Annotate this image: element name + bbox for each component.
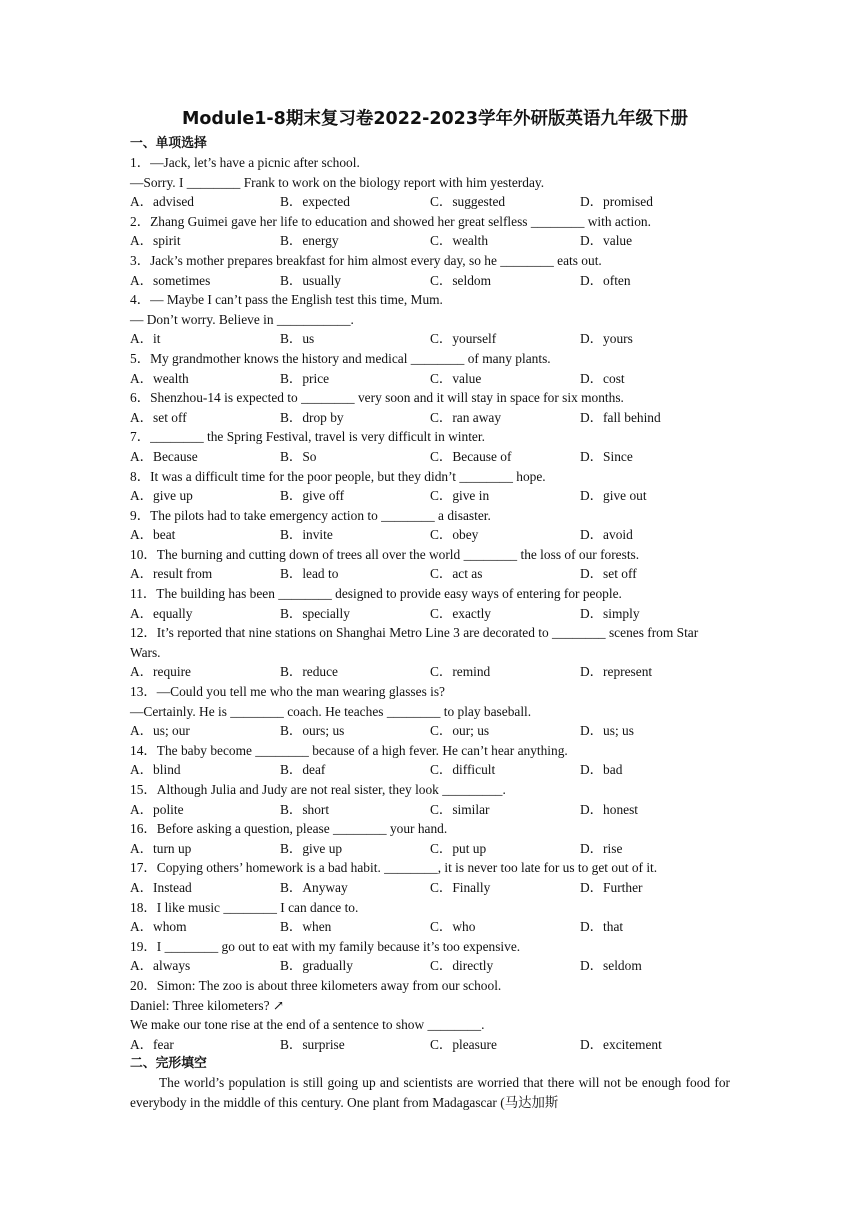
answer-option: C．our; us bbox=[430, 723, 490, 739]
question-item bbox=[130, 937, 730, 976]
answer-option: D．seldom bbox=[580, 958, 642, 974]
question-text: We make our tone rise at the end of a sentence to show ________. bbox=[130, 1017, 485, 1033]
answer-option: A．polite bbox=[130, 801, 184, 817]
answer-option: B．expected bbox=[280, 194, 350, 210]
question-item bbox=[130, 153, 730, 212]
answer-option: A．fear bbox=[130, 1036, 174, 1052]
answer-option: D．bad bbox=[580, 762, 623, 778]
question-text: —Certainly. He is ________ coach. He teaches ________ to play baseball. bbox=[130, 703, 532, 719]
question-text: 10．The burning and cutting down of trees all over the world ________ the loss of our forests. bbox=[130, 546, 640, 562]
question-text: 17．Copying others’ homework is a bad habit. ________, it is never too late for us to get out of it. bbox=[130, 860, 658, 876]
answer-options bbox=[130, 917, 730, 937]
answer-options bbox=[130, 564, 730, 584]
answer-option: B．drop by bbox=[280, 409, 344, 425]
answer-option: B．price bbox=[280, 370, 330, 386]
section-heading-multiple-choice: 一、单项选择 bbox=[130, 136, 207, 151]
answer-option: C．give in bbox=[430, 488, 490, 504]
question-text: 20．Simon: The zoo is about three kilometers away from our school. bbox=[130, 977, 502, 993]
question-text: — Don’t worry. Believe in ___________. bbox=[130, 311, 354, 327]
question-item bbox=[130, 858, 730, 897]
answer-option: D．promised bbox=[580, 194, 653, 210]
question-text: 15．Although Julia and Judy are not real sister, they look _________. bbox=[130, 782, 506, 797]
answer-option: A．result from bbox=[130, 566, 213, 582]
question-item bbox=[130, 819, 730, 858]
question-list bbox=[130, 153, 730, 1054]
answer-options bbox=[130, 956, 730, 976]
answer-option: D．Further bbox=[580, 879, 643, 895]
question-item bbox=[130, 290, 730, 349]
answer-options bbox=[130, 878, 730, 898]
question-text: 7．________ the Spring Festival, travel is very difficult in winter. bbox=[130, 429, 485, 445]
question-item bbox=[130, 388, 730, 427]
answer-option: D．give out bbox=[580, 488, 647, 504]
answer-option: A．wealth bbox=[130, 370, 189, 386]
answer-option: B．lead to bbox=[280, 566, 339, 582]
answer-option: B．usually bbox=[280, 272, 342, 288]
answer-option: A．beat bbox=[130, 527, 176, 543]
question-text: 18．I like music ________ I can dance to. bbox=[130, 899, 359, 915]
answer-option: A．set off bbox=[130, 409, 187, 425]
answer-option: B．give up bbox=[280, 840, 343, 856]
answer-option: D．represent bbox=[580, 664, 653, 680]
question-text: 3．Jack’s mother prepares breakfast for him almost every day, so he ________ eats out. bbox=[130, 252, 602, 268]
question-text: 4．— Maybe I can’t pass the English test this time, Mum. bbox=[130, 292, 443, 308]
question-text: Daniel: Three kilometers? ↗ bbox=[130, 997, 285, 1013]
answer-option: A．it bbox=[130, 331, 161, 347]
answer-option: B．surprise bbox=[280, 1036, 345, 1052]
answer-option: A．blind bbox=[130, 762, 181, 778]
answer-option: A．spirit bbox=[130, 233, 181, 249]
answer-option: A．turn up bbox=[130, 840, 192, 856]
answer-option: B．give off bbox=[280, 488, 345, 504]
answer-option: D．set off bbox=[580, 566, 637, 582]
answer-option: B．ours; us bbox=[280, 723, 345, 739]
answer-option: C．value bbox=[430, 370, 482, 386]
answer-option: D．excitement bbox=[580, 1036, 662, 1052]
answer-options bbox=[130, 271, 730, 291]
answer-options bbox=[130, 1035, 730, 1055]
section-heading-cloze: 二、完形填空 bbox=[130, 1056, 207, 1072]
answer-option: C．directly bbox=[430, 958, 494, 974]
answer-option: A．whom bbox=[130, 919, 187, 935]
question-text: 11．The building has been ________ designed to provide easy ways of entering for people. bbox=[130, 586, 622, 602]
answer-option: C．difficult bbox=[430, 762, 496, 778]
answer-option: D．avoid bbox=[580, 527, 633, 543]
answer-option: B．specially bbox=[280, 605, 350, 621]
question-text: 13．—Could you tell me who the man wearing glasses is? bbox=[130, 684, 446, 700]
answer-option: C．wealth bbox=[430, 233, 489, 249]
answer-option: C．suggested bbox=[430, 194, 506, 210]
question-text: 19．I ________ go out to eat with my family because it’s too expensive. bbox=[130, 938, 521, 954]
answer-options bbox=[130, 525, 730, 545]
question-text: 14．The baby become ________ because of a high fever. He can’t hear anything. bbox=[130, 742, 568, 758]
answer-option: B．gradually bbox=[280, 958, 353, 974]
question-item bbox=[130, 506, 730, 545]
answer-option: B．reduce bbox=[280, 664, 339, 680]
question-text: —Sorry. I ________ Frank to work on the biology report with him yesterday. bbox=[130, 174, 545, 190]
answer-option: D．fall behind bbox=[580, 409, 661, 425]
question-text: 8．It was a difficult time for the poor people, but they didn’t ________ hope. bbox=[130, 468, 546, 484]
answer-option: C．remind bbox=[430, 664, 491, 680]
answer-option: C．obey bbox=[430, 527, 479, 543]
question-item bbox=[130, 427, 730, 466]
answer-option: C．seldom bbox=[430, 272, 492, 288]
question-item bbox=[130, 682, 730, 741]
answer-option: D．yours bbox=[580, 331, 633, 347]
question-text: 5．My grandmother knows the history and medical ________ of many plants. bbox=[130, 350, 551, 366]
answer-option: B．Anyway bbox=[280, 879, 348, 895]
answer-option: C．similar bbox=[430, 801, 490, 817]
question-item bbox=[130, 467, 730, 506]
question-item bbox=[130, 545, 730, 584]
answer-option: C．exactly bbox=[430, 605, 491, 621]
answer-option: A．Because bbox=[130, 448, 198, 464]
question-item bbox=[130, 741, 730, 780]
answer-option: D．Since bbox=[580, 448, 633, 464]
answer-options bbox=[130, 329, 730, 349]
question-item bbox=[130, 584, 730, 623]
answer-option: B．energy bbox=[280, 233, 339, 249]
page-title: Module1-8期末复习卷2022-2023学年外研版英语九年级下册 bbox=[181, 109, 689, 129]
question-item bbox=[130, 976, 730, 1054]
answer-options bbox=[130, 369, 730, 389]
answer-option: D．often bbox=[580, 272, 631, 288]
question-text: 2．Zhang Guimei gave her life to education and showed her great selfless ________ with action. bbox=[130, 213, 651, 229]
answer-option: A．require bbox=[130, 664, 191, 680]
answer-option: A．equally bbox=[130, 605, 193, 621]
answer-option: A．give up bbox=[130, 488, 193, 504]
answer-option: A．advised bbox=[130, 194, 194, 210]
answer-option: D．us; us bbox=[580, 723, 634, 739]
answer-options bbox=[130, 662, 730, 682]
answer-options bbox=[130, 760, 730, 780]
answer-options bbox=[130, 231, 730, 251]
question-text: 16．Before asking a question, please ________ your hand. bbox=[130, 821, 448, 837]
answer-option: D．that bbox=[580, 919, 624, 935]
answer-option: C．put up bbox=[430, 840, 487, 856]
answer-options bbox=[130, 721, 730, 741]
answer-option: C．Finally bbox=[430, 879, 491, 895]
answer-option: C．act as bbox=[430, 566, 483, 582]
document-page bbox=[130, 104, 730, 1113]
question-item bbox=[130, 349, 730, 388]
answer-option: C．yourself bbox=[430, 331, 497, 347]
answer-option: A．Instead bbox=[130, 879, 192, 895]
answer-option: D．rise bbox=[580, 840, 623, 856]
answer-option: B．us bbox=[280, 331, 315, 347]
answer-option: B．invite bbox=[280, 527, 333, 543]
answer-option: B．deaf bbox=[280, 762, 326, 778]
answer-option: D．honest bbox=[580, 801, 639, 817]
question-text: 1．—Jack, let’s have a picnic after school. bbox=[130, 155, 360, 170]
question-item bbox=[130, 898, 730, 937]
answer-option: C．ran away bbox=[430, 409, 502, 425]
cloze-passage: The world’s population is still going up and scientists are worried that there will not be enough food for everybody in the middle of this century. One plant from Madagascar (马达加斯 bbox=[130, 1075, 730, 1110]
answer-options bbox=[130, 408, 730, 428]
question-item bbox=[130, 212, 730, 251]
answer-option: A．sometimes bbox=[130, 272, 211, 288]
question-text: 6．Shenzhou-14 is expected to ________ very soon and it will stay in space for six months. bbox=[130, 390, 624, 406]
answer-options bbox=[130, 192, 730, 212]
question-item bbox=[130, 623, 730, 682]
answer-option: C．who bbox=[430, 919, 476, 935]
question-item bbox=[130, 251, 730, 290]
question-text: 12．It’s reported that nine stations on Shanghai Metro Line 3 are decorated to ________ scenes from Star Wars. bbox=[130, 625, 699, 660]
question-text: 9．The pilots had to take emergency action to ________ a disaster. bbox=[130, 507, 491, 523]
answer-option: C．Because of bbox=[430, 448, 512, 464]
answer-option: B．when bbox=[280, 919, 332, 935]
answer-option: B．So bbox=[280, 448, 317, 464]
answer-option: A．always bbox=[130, 958, 191, 974]
answer-option: A．us; our bbox=[130, 723, 190, 739]
answer-options bbox=[130, 839, 730, 859]
answer-option: D．simply bbox=[580, 605, 640, 621]
answer-options bbox=[130, 800, 730, 820]
answer-options bbox=[130, 486, 730, 506]
answer-option: D．cost bbox=[580, 370, 625, 386]
answer-options bbox=[130, 447, 730, 467]
answer-option: C．pleasure bbox=[430, 1036, 497, 1052]
answer-options bbox=[130, 604, 730, 624]
question-item bbox=[130, 780, 730, 819]
answer-option: D．value bbox=[580, 233, 633, 249]
answer-option: B．short bbox=[280, 801, 330, 817]
